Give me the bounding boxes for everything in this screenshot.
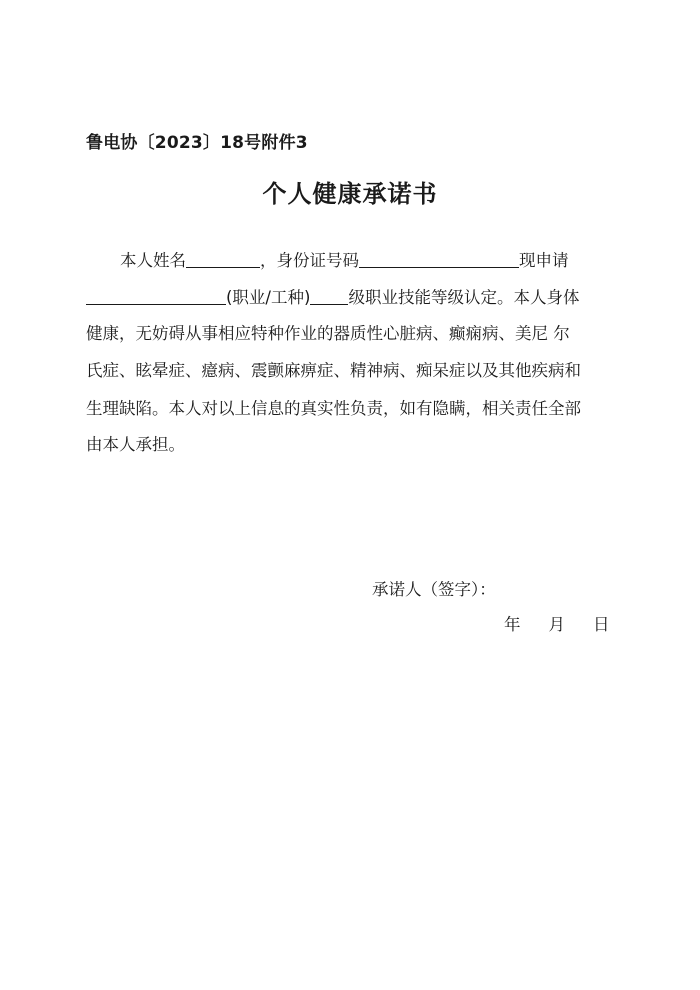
day-label: 日 (593, 615, 610, 634)
body-line-1 (86, 247, 606, 271)
level-blank[interactable] (310, 286, 348, 305)
year-label: 年 (504, 615, 521, 634)
body-line-3: 健康，无妨碍从事相应特种作业的器质性心脏病、癫痫病、美尼 尔 (86, 324, 570, 343)
pledger-signature-label: 承诺人（签字）： (372, 580, 496, 599)
id-number-blank[interactable] (359, 249, 519, 268)
name-blank[interactable] (186, 249, 260, 268)
body-line-5: 生理缺陷。本人对以上信息的真实性负责，如有隐瞒，相关责任全部 (86, 399, 581, 418)
body-line-2 (86, 284, 606, 308)
body-line-4: 氏症、眩晕症、癔病、震颤麻痹症、精神病、痴呆症以及其他疾病和 (86, 361, 581, 380)
level-label: 级职业技能等级认定。本人身体 (348, 288, 580, 307)
occupation-blank[interactable] (86, 286, 226, 305)
month-label: 月 (548, 615, 565, 634)
document-number: 鲁电协〔2023〕18号附件3 (86, 133, 308, 153)
name-label: 本人姓名 (120, 251, 186, 270)
id-label: ，身份证号码 (260, 251, 359, 270)
apply-label: 现申请 (519, 251, 569, 270)
occupation-label: (职业/工种) (226, 288, 311, 307)
body-line-6: 由本人承担。 (86, 435, 185, 454)
document-title: 个人健康承诺书 (262, 179, 438, 208)
signature-date (504, 611, 610, 635)
